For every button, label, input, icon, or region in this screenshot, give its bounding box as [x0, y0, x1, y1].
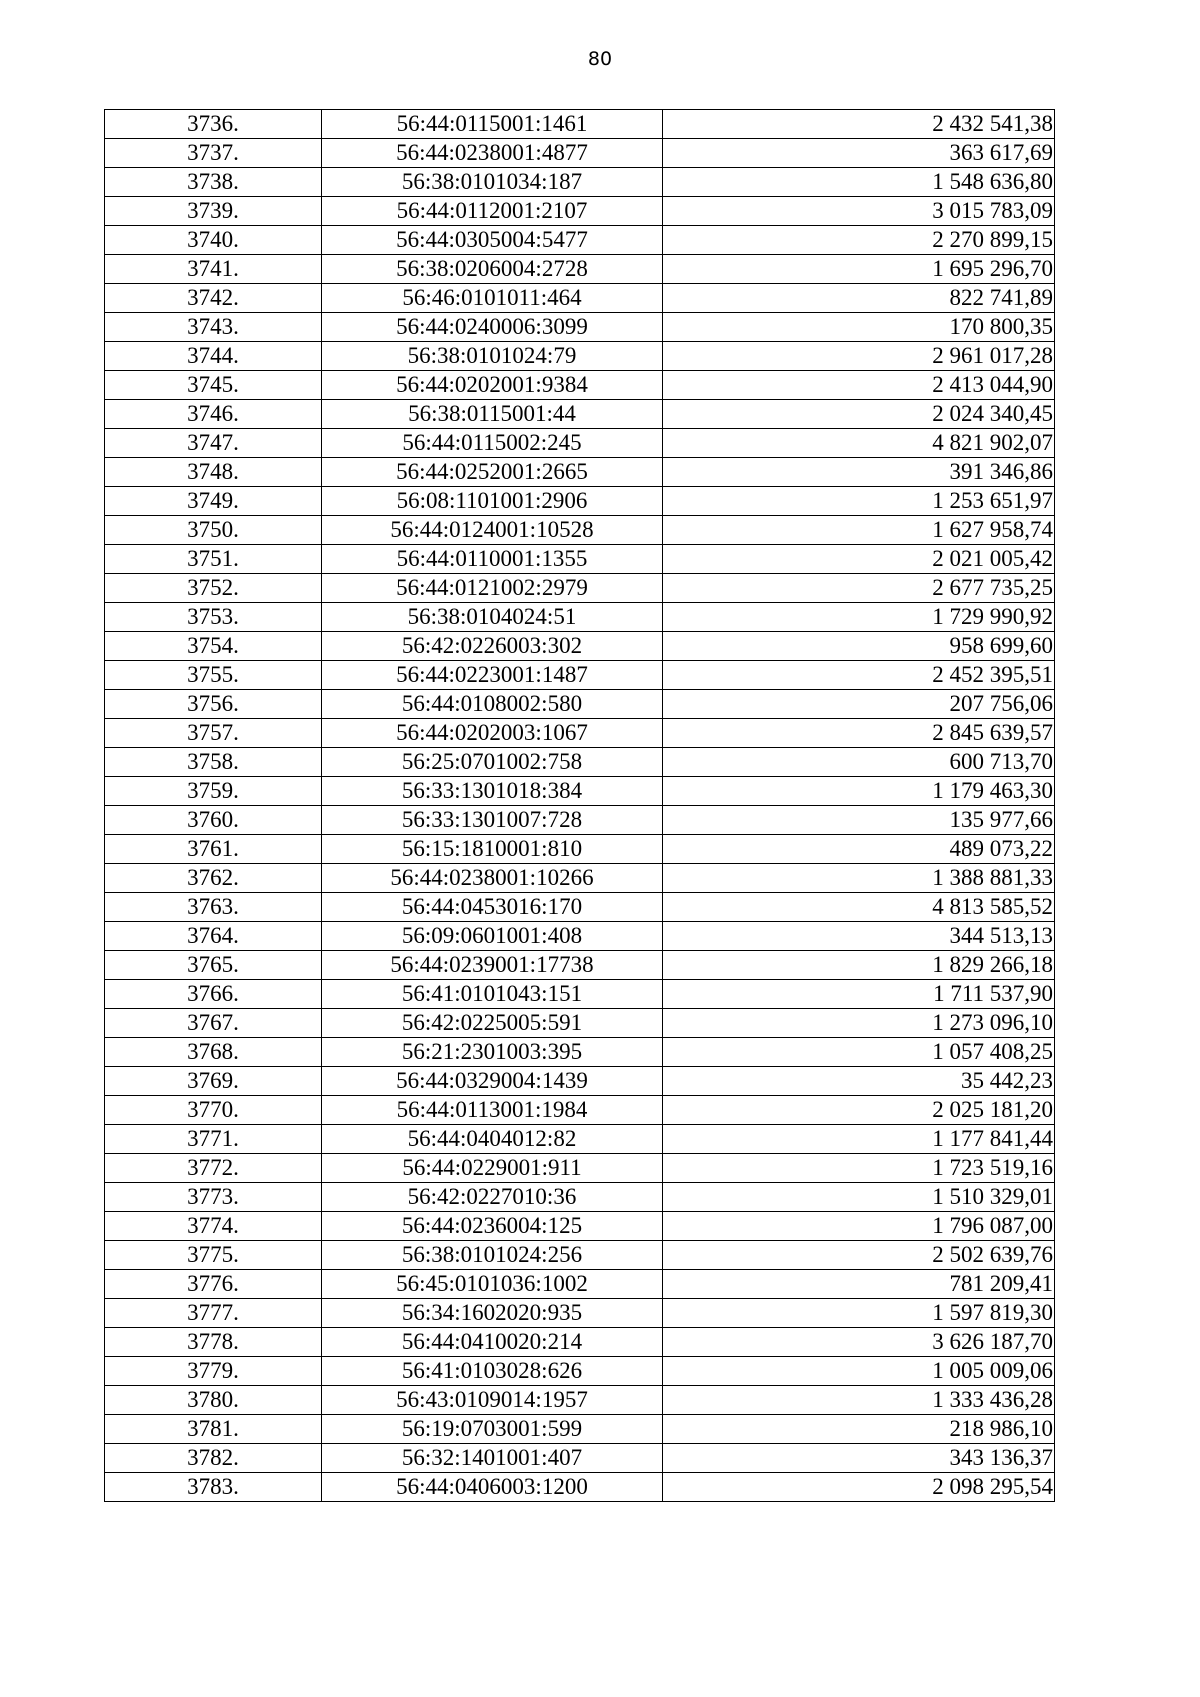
table-row: [105, 139, 1055, 168]
cadastral-value-cell: 958 699,60: [663, 632, 1055, 661]
table-row: [105, 893, 1055, 922]
table-row: [105, 226, 1055, 255]
cadastral-number-cell: 56:44:0229001:911: [322, 1154, 663, 1183]
cadastral-number-cell: 56:44:0112001:2107: [322, 197, 663, 226]
row-number-cell: 3753.: [105, 603, 322, 632]
cadastral-number-cell: 56:42:0226003:302: [322, 632, 663, 661]
cadastral-value-cell: 1 729 990,92: [663, 603, 1055, 632]
cadastral-number-cell: 56:21:2301003:395: [322, 1038, 663, 1067]
row-number-cell: 3765.: [105, 951, 322, 980]
cadastral-number-cell: 56:33:1301007:728: [322, 806, 663, 835]
row-number-cell: 3757.: [105, 719, 322, 748]
cadastral-value-cell: 1 829 266,18: [663, 951, 1055, 980]
cadastral-number-cell: 56:45:0101036:1002: [322, 1270, 663, 1299]
row-number-cell: 3758.: [105, 748, 322, 777]
cadastral-number-cell: 56:38:0101024:79: [322, 342, 663, 371]
row-number-cell: 3742.: [105, 284, 322, 313]
cadastral-number-cell: 56:38:0104024:51: [322, 603, 663, 632]
cadastral-number-cell: 56:38:0115001:44: [322, 400, 663, 429]
cadastral-number-cell: 56:44:0115002:245: [322, 429, 663, 458]
table-row: [105, 516, 1055, 545]
cadastral-number-cell: 56:09:0601001:408: [322, 922, 663, 951]
table-row: [105, 1328, 1055, 1357]
cadastral-number-cell: 56:44:0124001:10528: [322, 516, 663, 545]
page-number: 80: [587, 48, 613, 70]
table-row: [105, 661, 1055, 690]
cadastral-number-cell: 56:32:1401001:407: [322, 1444, 663, 1473]
table-row: [105, 1386, 1055, 1415]
cadastral-number-cell: 56:44:0202003:1067: [322, 719, 663, 748]
cadastral-number-cell: 56:38:0206004:2728: [322, 255, 663, 284]
row-number-cell: 3766.: [105, 980, 322, 1009]
cadastral-number-cell: 56:08:1101001:2906: [322, 487, 663, 516]
row-number-cell: 3752.: [105, 574, 322, 603]
cadastral-number-cell: 56:38:0101024:256: [322, 1241, 663, 1270]
cadastral-number-cell: 56:44:0223001:1487: [322, 661, 663, 690]
cadastral-value-cell: 1 057 408,25: [663, 1038, 1055, 1067]
cadastral-value-cell: 1 711 537,90: [663, 980, 1055, 1009]
cadastral-number-cell: 56:38:0101034:187: [322, 168, 663, 197]
table-row: [105, 458, 1055, 487]
row-number-cell: 3783.: [105, 1473, 322, 1502]
row-number-cell: 3738.: [105, 168, 322, 197]
table-row: [105, 603, 1055, 632]
table-row: [105, 719, 1055, 748]
cadastral-number-cell: 56:41:0103028:626: [322, 1357, 663, 1386]
cadastral-value-cell: 1 333 436,28: [663, 1386, 1055, 1415]
table-row: [105, 168, 1055, 197]
row-number-cell: 3776.: [105, 1270, 322, 1299]
cadastral-number-cell: 56:25:0701002:758: [322, 748, 663, 777]
table-row: [105, 342, 1055, 371]
cadastral-value-cell: 391 346,86: [663, 458, 1055, 487]
cadastral-number-cell: 56:44:0329004:1439: [322, 1067, 663, 1096]
table-row: [105, 835, 1055, 864]
cadastral-value-cell: 1 253 651,97: [663, 487, 1055, 516]
cadastral-number-cell: 56:44:0202001:9384: [322, 371, 663, 400]
cadastral-value-cell: 1 627 958,74: [663, 516, 1055, 545]
row-number-cell: 3748.: [105, 458, 322, 487]
row-number-cell: 3761.: [105, 835, 322, 864]
cadastral-number-cell: 56:44:0453016:170: [322, 893, 663, 922]
row-number-cell: 3760.: [105, 806, 322, 835]
row-number-cell: 3771.: [105, 1125, 322, 1154]
cadastral-value-cell: 207 756,06: [663, 690, 1055, 719]
table-row: [105, 1067, 1055, 1096]
row-number-cell: 3741.: [105, 255, 322, 284]
row-number-cell: 3737.: [105, 139, 322, 168]
cadastral-value-cell: 2 270 899,15: [663, 226, 1055, 255]
cadastral-value-cell: 170 800,35: [663, 313, 1055, 342]
table-row: [105, 545, 1055, 574]
cadastral-value-cell: 1 179 463,30: [663, 777, 1055, 806]
cadastral-value-cell: 1 796 087,00: [663, 1212, 1055, 1241]
table-row: [105, 1009, 1055, 1038]
cadastral-value-cell: 135 977,66: [663, 806, 1055, 835]
cadastral-value-cell: 1 388 881,33: [663, 864, 1055, 893]
cadastral-number-cell: 56:44:0240006:3099: [322, 313, 663, 342]
cadastral-value-cell: 343 136,37: [663, 1444, 1055, 1473]
cadastral-value-cell: 2 413 044,90: [663, 371, 1055, 400]
table-row: [105, 1415, 1055, 1444]
cadastral-value-cell: 2 961 017,28: [663, 342, 1055, 371]
cadastral-value-cell: 4 821 902,07: [663, 429, 1055, 458]
cadastral-number-cell: 56:44:0236004:125: [322, 1212, 663, 1241]
row-number-cell: 3772.: [105, 1154, 322, 1183]
table-row: [105, 922, 1055, 951]
cadastral-number-cell: 56:46:0101011:464: [322, 284, 663, 313]
cadastral-value-cell: 1 548 636,80: [663, 168, 1055, 197]
row-number-cell: 3751.: [105, 545, 322, 574]
table-row: [105, 1096, 1055, 1125]
table-row: [105, 632, 1055, 661]
row-number-cell: 3775.: [105, 1241, 322, 1270]
row-number-cell: 3777.: [105, 1299, 322, 1328]
table-row: [105, 748, 1055, 777]
row-number-cell: 3782.: [105, 1444, 322, 1473]
cadastral-value-cell: 2 021 005,42: [663, 545, 1055, 574]
row-number-cell: 3744.: [105, 342, 322, 371]
cadastral-value-cell: 3 626 187,70: [663, 1328, 1055, 1357]
cadastral-number-cell: 56:44:0410020:214: [322, 1328, 663, 1357]
row-number-cell: 3746.: [105, 400, 322, 429]
cadastral-value-cell: 2 502 639,76: [663, 1241, 1055, 1270]
cadastral-value-cell: 2 024 340,45: [663, 400, 1055, 429]
row-number-cell: 3774.: [105, 1212, 322, 1241]
cadastral-number-cell: 56:34:1602020:935: [322, 1299, 663, 1328]
cadastral-value-cell: 35 442,23: [663, 1067, 1055, 1096]
cadastral-value-cell: 344 513,13: [663, 922, 1055, 951]
row-number-cell: 3769.: [105, 1067, 322, 1096]
row-number-cell: 3781.: [105, 1415, 322, 1444]
cadastral-number-cell: 56:44:0110001:1355: [322, 545, 663, 574]
row-number-cell: 3768.: [105, 1038, 322, 1067]
cadastral-value-cell: 2 452 395,51: [663, 661, 1055, 690]
cadastral-value-cell: 363 617,69: [663, 139, 1055, 168]
row-number-cell: 3736.: [105, 110, 322, 139]
cadastral-number-cell: 56:42:0225005:591: [322, 1009, 663, 1038]
cadastral-number-cell: 56:19:0703001:599: [322, 1415, 663, 1444]
table-row: [105, 1444, 1055, 1473]
table-row: [105, 1183, 1055, 1212]
table-row: [105, 371, 1055, 400]
row-number-cell: 3754.: [105, 632, 322, 661]
cadastral-number-cell: 56:44:0238001:10266: [322, 864, 663, 893]
row-number-cell: 3739.: [105, 197, 322, 226]
row-number-cell: 3747.: [105, 429, 322, 458]
cadastral-number-cell: 56:44:0113001:1984: [322, 1096, 663, 1125]
cadastral-value-table: [104, 109, 1055, 1502]
cadastral-number-cell: 56:44:0305004:5477: [322, 226, 663, 255]
cadastral-value-cell: 1 597 819,30: [663, 1299, 1055, 1328]
cadastral-value-cell: 1 273 096,10: [663, 1009, 1055, 1038]
row-number-cell: 3780.: [105, 1386, 322, 1415]
cadastral-number-cell: 56:44:0121002:2979: [322, 574, 663, 603]
table-row: [105, 574, 1055, 603]
row-number-cell: 3755.: [105, 661, 322, 690]
table-row: [105, 1125, 1055, 1154]
row-number-cell: 3759.: [105, 777, 322, 806]
cadastral-value-cell: 218 986,10: [663, 1415, 1055, 1444]
cadastral-value-cell: 3 015 783,09: [663, 197, 1055, 226]
table-row: [105, 1154, 1055, 1183]
cadastral-number-cell: 56:15:1810001:810: [322, 835, 663, 864]
table-row: [105, 864, 1055, 893]
cadastral-value-cell: 489 073,22: [663, 835, 1055, 864]
row-number-cell: 3740.: [105, 226, 322, 255]
row-number-cell: 3778.: [105, 1328, 322, 1357]
table-row: [105, 1299, 1055, 1328]
table-row: [105, 313, 1055, 342]
row-number-cell: 3773.: [105, 1183, 322, 1212]
row-number-cell: 3750.: [105, 516, 322, 545]
cadastral-value-cell: 1 723 519,16: [663, 1154, 1055, 1183]
table-row: [105, 1357, 1055, 1386]
table-body: [105, 110, 1055, 1502]
cadastral-value-cell: 2 098 295,54: [663, 1473, 1055, 1502]
cadastral-value-cell: 1 177 841,44: [663, 1125, 1055, 1154]
row-number-cell: 3764.: [105, 922, 322, 951]
cadastral-number-cell: 56:44:0115001:1461: [322, 110, 663, 139]
cadastral-number-cell: 56:44:0108002:580: [322, 690, 663, 719]
cadastral-number-cell: 56:44:0404012:82: [322, 1125, 663, 1154]
cadastral-value-cell: 1 005 009,06: [663, 1357, 1055, 1386]
row-number-cell: 3770.: [105, 1096, 322, 1125]
cadastral-value-cell: 2 845 639,57: [663, 719, 1055, 748]
cadastral-number-cell: 56:33:1301018:384: [322, 777, 663, 806]
cadastral-number-cell: 56:44:0406003:1200: [322, 1473, 663, 1502]
table-row: [105, 1038, 1055, 1067]
table-row: [105, 951, 1055, 980]
cadastral-number-cell: 56:44:0252001:2665: [322, 458, 663, 487]
table-row: [105, 429, 1055, 458]
row-number-cell: 3762.: [105, 864, 322, 893]
cadastral-value-cell: 1 695 296,70: [663, 255, 1055, 284]
table-row: [105, 1212, 1055, 1241]
table-row: [105, 284, 1055, 313]
table-row: [105, 255, 1055, 284]
cadastral-value-cell: 2 432 541,38: [663, 110, 1055, 139]
table-row: [105, 487, 1055, 516]
cadastral-value-cell: 1 510 329,01: [663, 1183, 1055, 1212]
cadastral-value-cell: 822 741,89: [663, 284, 1055, 313]
table-row: [105, 980, 1055, 1009]
row-number-cell: 3743.: [105, 313, 322, 342]
row-number-cell: 3779.: [105, 1357, 322, 1386]
table-row: [105, 110, 1055, 139]
table-row: [105, 777, 1055, 806]
table-row: [105, 1473, 1055, 1502]
row-number-cell: 3756.: [105, 690, 322, 719]
cadastral-number-cell: 56:44:0239001:17738: [322, 951, 663, 980]
cadastral-number-cell: 56:44:0238001:4877: [322, 139, 663, 168]
table-row: [105, 1270, 1055, 1299]
cadastral-value-cell: 600 713,70: [663, 748, 1055, 777]
cadastral-value-cell: 4 813 585,52: [663, 893, 1055, 922]
table-row: [105, 806, 1055, 835]
row-number-cell: 3767.: [105, 1009, 322, 1038]
cadastral-value-cell: 2 677 735,25: [663, 574, 1055, 603]
cadastral-value-cell: 781 209,41: [663, 1270, 1055, 1299]
row-number-cell: 3745.: [105, 371, 322, 400]
cadastral-number-cell: 56:43:0109014:1957: [322, 1386, 663, 1415]
table-row: [105, 197, 1055, 226]
cadastral-number-cell: 56:41:0101043:151: [322, 980, 663, 1009]
row-number-cell: 3763.: [105, 893, 322, 922]
table-row: [105, 400, 1055, 429]
table-row: [105, 1241, 1055, 1270]
table-row: [105, 690, 1055, 719]
cadastral-number-cell: 56:42:0227010:36: [322, 1183, 663, 1212]
cadastral-value-cell: 2 025 181,20: [663, 1096, 1055, 1125]
row-number-cell: 3749.: [105, 487, 322, 516]
